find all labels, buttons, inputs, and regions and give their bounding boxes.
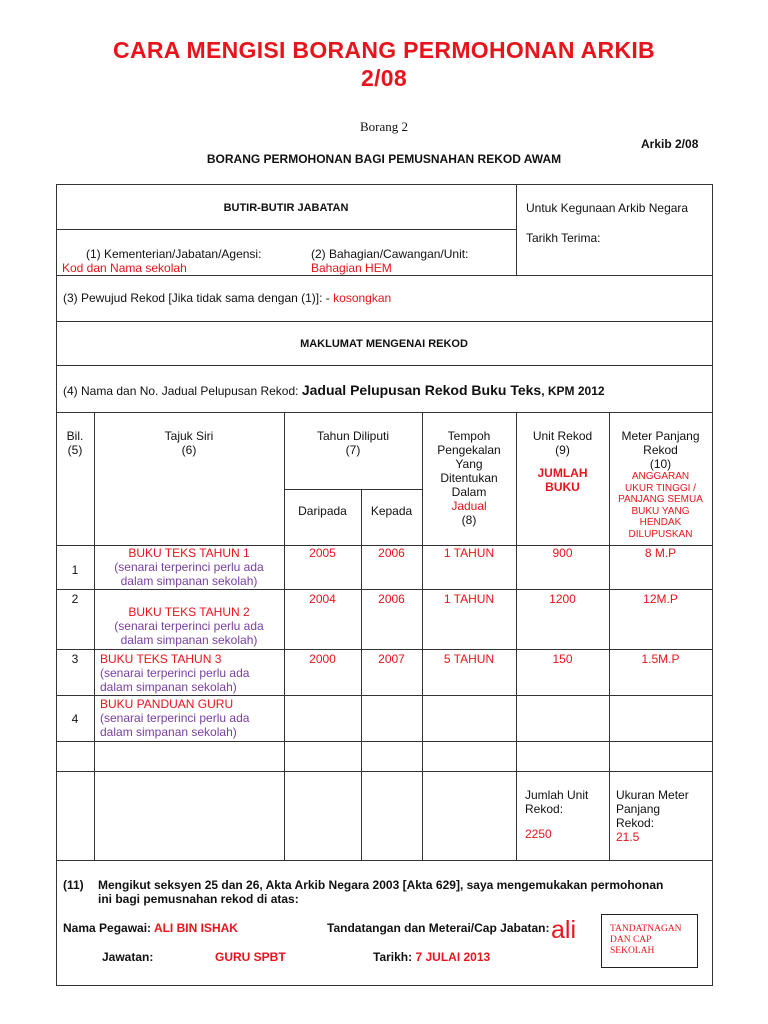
field4-label: (4) Nama dan No. Jadual Pelupusan Rekod: [63,384,299,398]
ukuran-label-3: Rekod: [616,816,655,830]
section11-text [98,878,708,906]
col-tahun-no: (7) [345,443,361,457]
row-note1: (senarai terperinci perlu ada [100,711,250,725]
tarikh-label: Tarikh: [373,950,413,964]
col-unit-note1: JUMLAH [537,466,588,480]
form-title: BORANG PERMOHONAN BAGI PEMUSNAHAN REKOD AWAM [206,152,562,166]
field2-value[interactable]: Bahagian HEM [311,261,392,275]
row-note2: dalam simpanan sekolah) [120,633,258,647]
row-note1: (senarai terperinci perlu ada [114,619,264,633]
field1-label: (1) Kementerian/Jabatan/Agensi: [86,247,262,261]
row-tempoh[interactable]: 5 TAHUN [443,652,495,666]
section11-line1: Mengikut seksyen 25 dan 26, Akta Arkib Negara 2003 [Akta 629], saya mengemukakan permohonan [98,878,664,892]
nama-row [63,921,238,935]
stamp-line2: DAN CAP [610,935,652,945]
field1-value[interactable]: Kod dan Nama sekolah [62,261,187,275]
col-daripada: Daripada [298,504,347,518]
row-to[interactable]: 2007 [378,652,405,666]
col-unit-no: (9) [555,443,570,457]
butir-jabatan-heading: BUTIR-BUTIR JABATAN [223,202,349,214]
jawatan-value[interactable]: GURU SPBT [215,950,286,964]
signature: ali [551,916,577,944]
ukuran-value[interactable]: 21.5 [616,830,640,844]
stamp-line3: SEKOLAH [610,946,655,956]
col-kepada: Kepada [370,504,413,518]
col-tempoh-l3: Yang [455,457,483,471]
row-title: BUKU TEKS TAHUN 3 [100,652,222,666]
row-to[interactable]: 2006 [378,546,405,560]
row-bil: 3 [71,652,79,666]
tarikh-terima-label: Tarikh Terima: [526,231,601,245]
row-title: BUKU PANDUAN GURU [100,697,234,711]
ukuran-label-2: Panjang [616,802,661,816]
jumlah-label-1: Jumlah Unit [525,788,589,802]
field4-suffix: , KPM 2012 [541,384,605,398]
col-meter [609,429,712,540]
col-tajuk-label: Tajuk Siri [164,429,214,443]
row-title-cell[interactable] [100,652,284,694]
row-title-cell[interactable] [94,546,284,588]
field3-row [63,291,391,305]
jumlah-label-2: Rekod: [525,802,564,816]
row-title-cell[interactable] [94,605,284,647]
col-tahun [284,429,422,457]
field4-value[interactable]: Jadual Pelupusan Rekod Buku Teks [301,382,542,398]
col-unit-note2: BUKU [545,480,580,494]
col-meter-note3: PANJANG SEMUA [618,494,703,505]
nama-value[interactable]: ALI BIN ISHAK [153,921,238,935]
row-unit[interactable]: 1200 [549,592,576,606]
col-bil [60,429,90,457]
stamp-line1: TANDATNAGAN [610,924,682,934]
tarikh-value[interactable]: 7 JULAI 2013 [415,950,491,964]
kegunaan-arkib-label: Untuk Kegunaan Arkib Negara [526,201,689,215]
row-tempoh[interactable]: 1 TAHUN [443,546,495,560]
row-title: BUKU TEKS TAHUN 2 [128,605,250,619]
field4-row [63,383,605,398]
stamp-box [601,914,698,968]
col-bil-no: (5) [67,443,83,457]
col-meter-l1: Meter Panjang [621,429,700,443]
col-tempoh-jadual: Jadual [451,499,487,513]
row-bil: 2 [71,592,79,606]
col-meter-l2: Rekod [643,443,678,457]
arkib-code: Arkib 2/08 [641,137,699,151]
col-tajuk-no: (6) [181,443,197,457]
tandatangan-label: Tandatangan dan Meterai/Cap Jabatan: [327,921,550,935]
field3-label: (3) Pewujud Rekod [Jika tidak sama dengan (1)]: - [63,291,330,305]
col-tahun-label: Tahun Diliputi [316,429,390,443]
col-meter-note5: HENDAK [639,517,682,528]
col-meter-no: (10) [649,457,672,471]
page-title-line1: CARA MENGISI BORANG PERMOHONAN ARKIB [113,37,655,63]
row-from[interactable]: 2005 [309,546,336,560]
col-unit-label: Unit Rekod [532,429,593,443]
section11-line2: ini bagi pemusnahan rekod di atas: [98,892,299,906]
col-meter-note6: DILUPUSKAN [628,528,693,540]
row-meter[interactable]: 12M.P [643,592,678,606]
col-tempoh-l5: Dalam [451,485,487,499]
col-tempoh-l4: Ditentukan [440,471,498,485]
borang-label: Borang 2 [359,119,409,134]
col-unit [516,429,609,494]
col-tempoh-l2: Pengekalan [437,443,501,457]
jawatan-label: Jawatan: [102,950,154,964]
maklumat-rekod-heading: MAKLUMAT MENGENAI REKOD [300,338,468,350]
field2-label: (2) Bahagian/Cawangan/Unit: [311,247,469,261]
row-from[interactable]: 2000 [309,652,336,666]
col-meter-note1: ANGGARAN [631,471,690,482]
nama-label: Nama Pegawai: [63,921,152,935]
tarikh-row [373,950,490,964]
col-tempoh-l1: Tempoh [447,429,491,443]
row-unit[interactable]: 900 [552,546,573,560]
row-note2: dalam simpanan sekolah) [100,725,237,739]
col-tajuk [94,429,284,457]
row-meter[interactable]: 1.5M.P [641,652,680,666]
row-unit[interactable]: 150 [552,652,573,666]
col-tempoh [422,429,516,527]
row-note1: (senarai terperinci perlu ada [100,666,250,680]
col-bil-label: Bil. [66,429,84,443]
section11-number: (11) [63,878,84,892]
row-title: BUKU TEKS TAHUN 1 [128,546,250,560]
field3-value[interactable]: kosongkan [333,291,392,305]
row-bil: 4 [71,712,79,726]
jumlah-unit-cell [525,788,588,841]
jumlah-value[interactable]: 2250 [525,827,552,841]
row-note2: dalam simpanan sekolah) [120,574,258,588]
ukuran-label-1: Ukuran Meter [616,788,689,802]
stamp-text [602,915,697,957]
row-note1: (senarai terperinci perlu ada [114,560,264,574]
row-from[interactable]: 2004 [309,592,336,606]
col-tempoh-no: (8) [461,513,477,527]
ukuran-meter-cell [616,788,689,844]
row-bil: 1 [71,563,79,577]
row-to[interactable]: 2006 [378,592,405,606]
row-meter[interactable]: 8 M.P [644,546,677,560]
col-meter-note2: UKUR TINGGI / [625,482,696,494]
row-title-cell[interactable] [100,697,284,739]
page-title-line2: 2/08 [361,65,407,91]
row-note2: dalam simpanan sekolah) [100,680,237,694]
row-tempoh[interactable]: 1 TAHUN [443,592,495,606]
col-meter-note4: BUKU YANG [631,505,690,517]
